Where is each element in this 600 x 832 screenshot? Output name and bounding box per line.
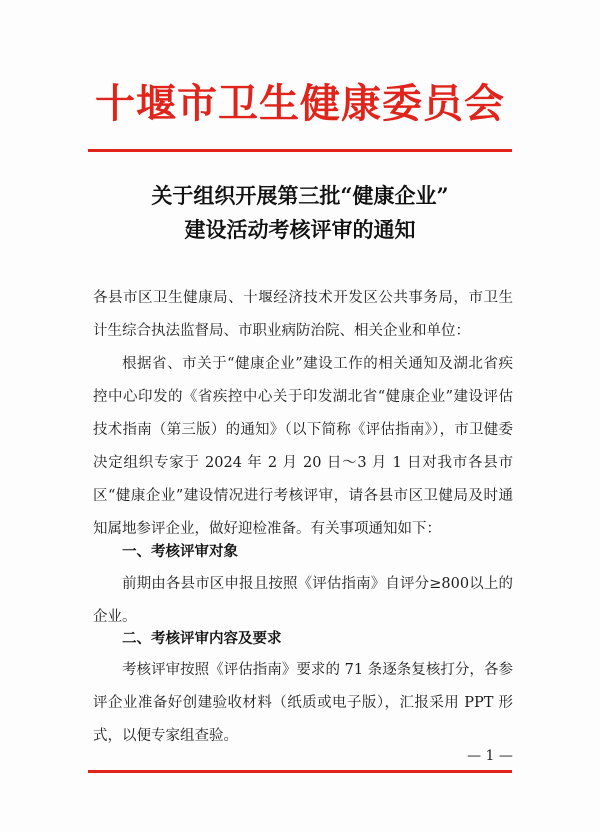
addressee-paragraph: 各县市区卫生健康局、十堰经济技术开发区公共事务局，市卫生计生综合执法监督局、市职业病防治院、相关企业和单位： (93, 290, 513, 339)
organization-header: 十堰市卫生健康委员会 (95, 80, 505, 127)
header-red-rule (88, 149, 512, 152)
section-body-2: 考核评审按照《评估指南》要求的 71 条逐条复核打分，各参评企业准备好创建验收材料（纸质或电子版），汇报采用 PPT 形式，以便专家组查验。 (93, 662, 513, 744)
notice-title-line2: 建设活动考核评审的通知 (184, 217, 416, 242)
footer-red-rule (88, 770, 512, 773)
section-heading-1: 一、考核评审对象 (122, 544, 238, 560)
section-body-1: 前期由各县市区申报且按照《评估指南》自评分≥800以上的企业。 (93, 576, 513, 625)
intro-paragraph: 根据省、市关于“健康企业”建设工作的相关通知及湖北省疾控中心印发的《省疾控中心关于印发湖北省“健康企业”建设评估技术指南（第三版）的通知》（以下简称《评估指南》），市卫健委决定组织专家于 2024 年 2 月 20 日～3 月 1 日对我市各县市区“健康企业”建设情况进行考核评审，请各县市区卫健局及时通知属地参评企业，做好迎检准备。有关事项通知如下： (93, 356, 513, 537)
page-number: — 1 — (467, 748, 513, 764)
notice-title-line1: 关于组织开展第三批“健康企业” (151, 183, 449, 208)
section-heading-2: 二、考核评审内容及要求 (122, 631, 282, 647)
